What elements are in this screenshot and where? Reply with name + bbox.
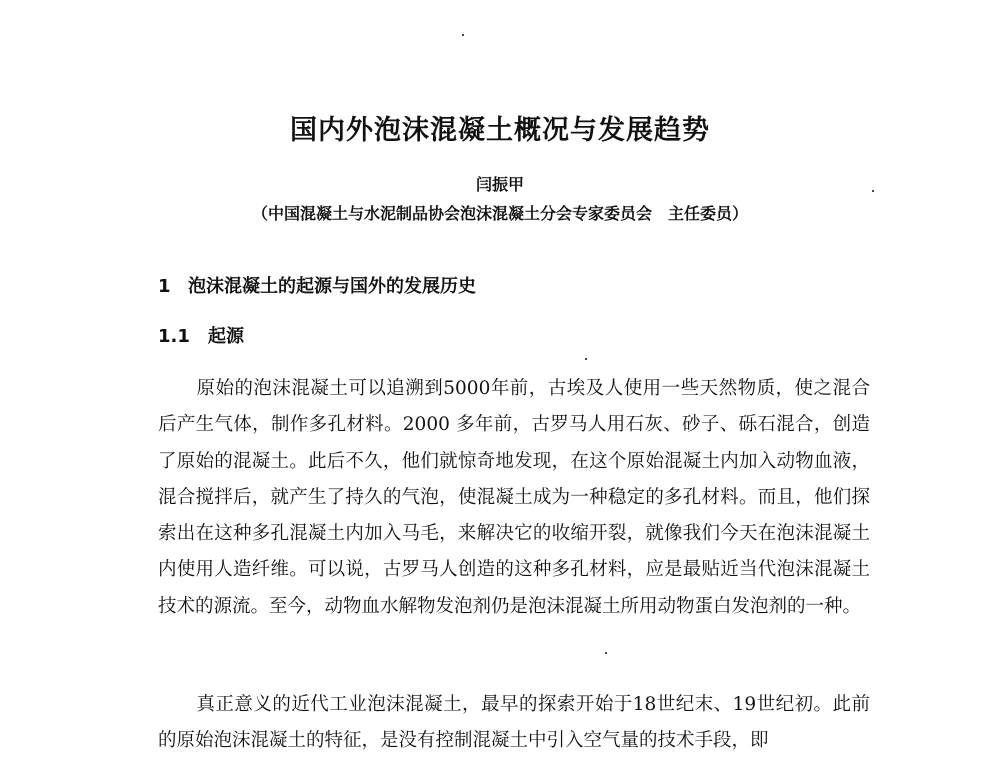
document-title: 国内外泡沫混凝土概况与发展趋势 xyxy=(290,115,710,146)
scan-speck xyxy=(605,652,607,654)
section-title: 泡沫混凝土的起源与国外的发展历史 xyxy=(188,276,476,297)
section-heading-1 xyxy=(158,272,476,298)
subsection-heading-1-1 xyxy=(158,322,244,348)
subsection-title: 起源 xyxy=(208,326,244,347)
scan-speck xyxy=(585,358,587,360)
paragraph-text: 真正意义的近代工业泡沫混凝土，最早的探索开始于18世纪末、19世纪初。此前的原始泡沫混凝土的特征，是没有控制混凝土中引入空气量的技术手段，即 xyxy=(158,694,870,752)
author-name: 闫振甲 xyxy=(475,175,524,194)
paragraph xyxy=(158,687,870,760)
scan-speck xyxy=(462,34,464,36)
subsection-number: 1.1 xyxy=(158,326,190,347)
section-number: 1 xyxy=(158,276,171,297)
paragraph-text: 原始的泡沫混凝土可以追溯到5000年前，古埃及人使用一些天然物质，使之混合后产生气体，制作多孔材料。2000 多年前，古罗马人用石灰、砂子、砾石混合，创造了原始的混凝土。此后不久，他们就惊奇地发现，在这个原始混凝土内加入动物血液，混合搅拌后，就产生了持久的气泡，使混凝土成为一种稳定的多孔材料。而且，他们探索出在这种多孔混凝土内加入马毛，来解决它的收缩开裂，就像我们今天在泡沫混凝土内使用人造纤维。可以说，古罗马人创造的这种多孔材料，应是最贴近当代泡沫混凝土技术的源流。至今，动物血水解物发泡剂仍是泡沫混凝土所用动物蛋白发泡剂的一种。 xyxy=(158,378,870,617)
paragraph xyxy=(158,371,870,625)
author-affiliation: （中国混凝土与水泥制品协会泡沫混凝土分会专家委员会 主任委员） xyxy=(251,204,748,223)
